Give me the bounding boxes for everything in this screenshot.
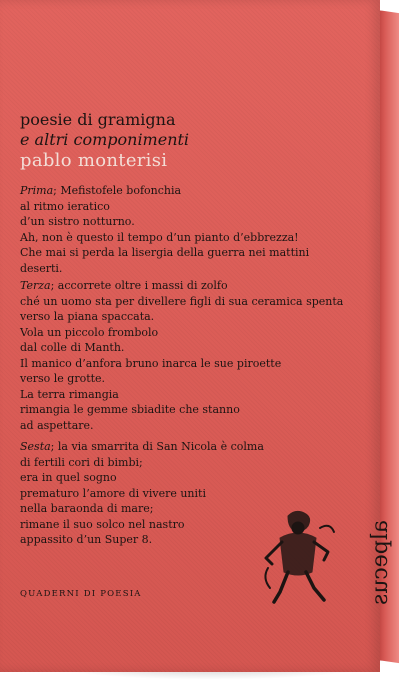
stanza-line: rimangia le gemme sbiadite che stanno [20, 403, 240, 416]
stanza-line: di fertili cori di bimbi; [20, 455, 143, 469]
stanza-line: appassito d’un Super 8. [20, 533, 153, 546]
stanza-first-line: Prima; Mefistofele bofonchia [20, 184, 182, 197]
stanza-line: Ah, non è questo il tempo d’un pianto d’ebbrezza! [20, 230, 299, 244]
dancing-figure-engraving-icon [258, 508, 338, 606]
stanza-line: rimane il suo solco nel nastro [20, 517, 185, 531]
stanza-sesta [20, 439, 264, 548]
series-name: QUADERNI DI POESIA [20, 589, 142, 599]
stanza-first-line: Terza; accorrete oltre i massi di zolfo [20, 279, 228, 292]
title-block [20, 110, 189, 172]
stanza-line: Che mai si perda la lisergia della guerra nei mattini [20, 246, 310, 259]
publisher-name: alpecus [368, 520, 393, 606]
stanza-line: verso la piana spaccata. [20, 310, 155, 323]
stanza-line: ché un uomo sta per divellere figli di sua ceramica spenta [20, 294, 344, 308]
stanza-lead: Sesta [20, 440, 51, 453]
stanza-line: deserti. [20, 261, 63, 275]
stanza-line: al ritmo ieratico [20, 199, 110, 213]
stanza-line: ad aspettare. [20, 418, 94, 432]
stanza-line: era in quel sogno [20, 471, 117, 484]
stanza-line: La terra rimangia [20, 387, 119, 401]
publisher-logo [340, 520, 393, 610]
stanza-line: nella baraonda di mare; [20, 502, 154, 515]
book-author: pablo monterisi [20, 150, 168, 171]
stanza-first-line: Sesta; la via smarrita di San Nicola è colma [20, 440, 264, 453]
stanza-lead: Terza [20, 279, 51, 292]
stanza-line: Vola un piccolo frombolo [20, 325, 159, 339]
stanza-line: dal colle di Manth. [20, 341, 125, 354]
stanza-lead: Prima [20, 184, 54, 197]
book-subtitle: e altri componimenti [20, 130, 190, 149]
book-title: poesie di gramigna [20, 110, 176, 129]
stanza-line: prematuro l’amore di vivere uniti [20, 486, 206, 500]
stanza-line: verso le grotte. [20, 372, 106, 385]
stanza-line: d’un sistro notturno. [20, 215, 135, 228]
stanza-prima [20, 183, 309, 276]
stanza-terza [20, 278, 343, 433]
stanza-line: Il manico d’anfora bruno inarca le sue piroette [20, 356, 282, 370]
